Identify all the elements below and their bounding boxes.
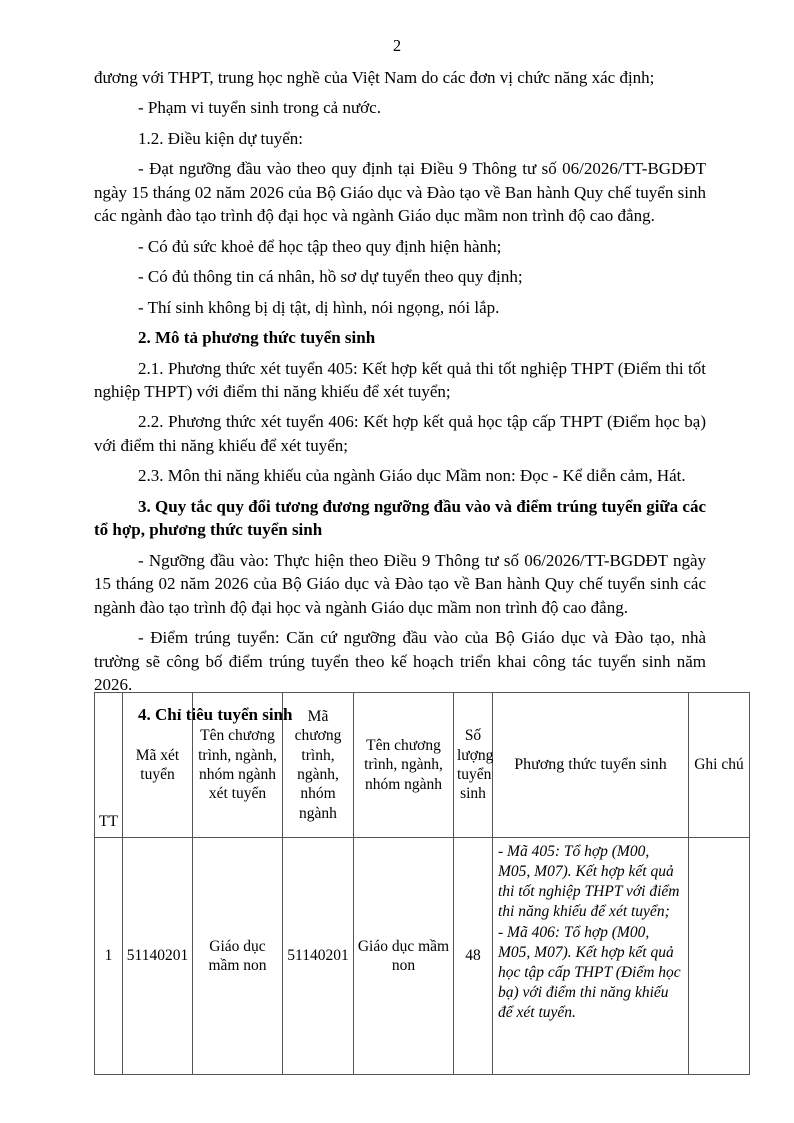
cell-program-code: 51140201 xyxy=(283,838,354,1075)
cell-note xyxy=(689,838,750,1075)
cell-tt: 1 xyxy=(95,838,123,1075)
document-body xyxy=(94,66,706,727)
cell-admission-method xyxy=(493,838,689,1075)
column-header-quota: Số lượng tuyển sinh xyxy=(454,693,493,838)
column-header-program-name: Tên chương trình, ngành, nhóm ngành xyxy=(354,693,454,838)
paragraph-threshold: - Đạt ngưỡng đầu vào theo quy định tại Điều 9 Thông tư số 06/2026/TT-BGDĐT ngày 15 tháng 02 năm 2026 của Bộ Giáo dục và Đào tạo về Ban hành Quy chế tuyển sinh các ngành đào tạo trình độ đại học và ngành Giáo dục mầm non trình độ cao đẳng. xyxy=(94,159,706,226)
method-line-405: - Mã 405: Tổ hợp (M00, M05, M07). Kết hợp kết quả thi tốt nghiệp THPT với điểm thi năng khiếu để xét tuyển; xyxy=(498,843,680,921)
section-heading-2: 2. Mô tả phương thức tuyển sinh xyxy=(138,328,376,348)
cell-admission-code: 51140201 xyxy=(123,838,193,1075)
table-header-row xyxy=(95,693,750,838)
column-header-tt: TT xyxy=(95,693,123,838)
page-number: 2 xyxy=(392,36,402,55)
cell-admission-program-name: Giáo dục mầm non xyxy=(193,838,283,1075)
paragraph-personal-info: - Có đủ thông tin cá nhân, hồ sơ dự tuyển theo quy định; xyxy=(138,267,523,287)
column-header-note: Ghi chú xyxy=(689,693,750,838)
paragraph-method-406: 2.2. Phương thức xét tuyển 406: Kết hợp kết quả học tập cấp THPT (Điểm học bạ) với điểm thi năng khiếu để xét tuyển; xyxy=(94,412,706,455)
paragraph-admission-score: - Điểm trúng tuyển: Căn cứ ngưỡng đầu vào của Bộ Giáo dục và Đào tạo, nhà trường sẽ công bố điểm trúng tuyển theo kế hoạch triển khai công tác tuyển sinh năm 2026. xyxy=(94,628,706,694)
paragraph-scope: - Phạm vi tuyển sinh trong cả nước. xyxy=(138,98,381,118)
section-heading-3: 3. Quy tắc quy đổi tương đương ngưỡng đầu vào và điểm trúng tuyển giữa các tổ hợp, phương thức tuyển sinh xyxy=(94,496,706,540)
column-header-admission-method: Phương thức tuyển sinh xyxy=(493,693,689,838)
method-line-406: - Mã 406: Tổ hợp (M00, M05, M07). Kết hợp kết quả học tập cấp THPT (Điểm học bạ) với điểm thi năng khiếu để xét tuyển. xyxy=(498,923,681,1022)
section-heading-4: 4. Chỉ tiêu tuyển sinh xyxy=(138,705,293,725)
cell-program-name: Giáo dục mầm non xyxy=(354,838,454,1075)
paragraph-method-405: 2.1. Phương thức xét tuyển 405: Kết hợp kết quả thi tốt nghiệp THPT (Điểm thi tốt nghiệp THPT) với điểm thi năng khiếu để xét tuyển; xyxy=(94,358,706,401)
table-row xyxy=(95,838,750,1075)
quota-table xyxy=(94,692,750,1075)
cell-quota: 48 xyxy=(454,838,493,1075)
heading-1-2: 1.2. Điều kiện dự tuyển: xyxy=(138,128,304,148)
paragraph-entry-threshold: - Ngưỡng đầu vào: Thực hiện theo Điều 9 Thông tư số 06/2026/TT-BGDĐT ngày 15 tháng 02 năm 2026 của Bộ Giáo dục và Đào tạo về Ban hành Quy chế tuyển sinh các ngành đào tạo trình độ đại học và ngành Giáo dục mầm non trình độ cao đẳng. xyxy=(94,550,706,617)
column-header-admission-program-name: Tên chương trình, ngành, nhóm ngành xét tuyển xyxy=(193,693,283,838)
paragraph-no-defects: - Thí sinh không bị dị tật, dị hình, nói ngọng, nói lắp. xyxy=(138,297,500,317)
paragraph-health: - Có đủ sức khoẻ để học tập theo quy định hiện hành; xyxy=(138,236,502,256)
column-header-admission-code: Mã xét tuyển xyxy=(123,693,193,838)
column-header-program-code: Mã chương trình, ngành, nhóm ngành xyxy=(283,693,354,838)
paragraph-continuation: đương với THPT, trung học nghề của Việt Nam do các đơn vị chức năng xác định; xyxy=(94,68,655,87)
paragraph-aptitude-subjects: 2.3. Môn thi năng khiếu của ngành Giáo dục Mầm non: Đọc - Kể diễn cảm, Hát. xyxy=(138,466,686,486)
